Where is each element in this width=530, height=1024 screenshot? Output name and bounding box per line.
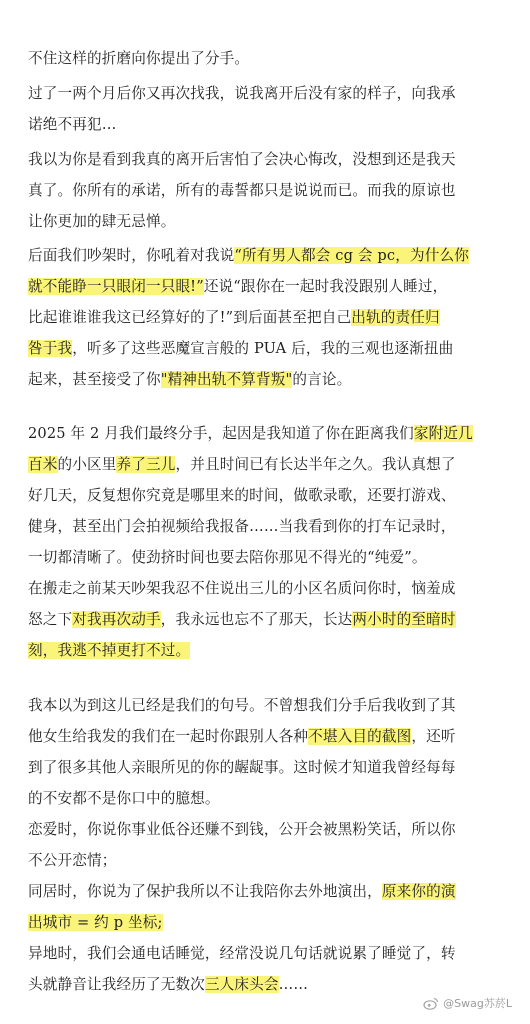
text-segment: 异地时，我们会通电话睡觉，经常没说几句话就说累了睡觉了，转 (28, 945, 456, 962)
text-segment: 在搬走之前某天吵架我忍不住说出三儿的小区名质问你时，恼羞成 (28, 580, 456, 597)
text-line (28, 178, 506, 204)
watermark-text: @Swag苏菸L (443, 997, 512, 1010)
text-segment: 头就静音让我经历了无数次 (28, 976, 205, 993)
text-segment: …… (278, 976, 309, 993)
highlighted-text: 三人床头会 (204, 976, 279, 993)
text-segment: 怒之下 (28, 611, 73, 628)
text-line (28, 724, 506, 750)
text-segment: ，还听 (411, 728, 456, 745)
weibo-icon (423, 996, 439, 1010)
highlighted-text: 出城市 = 约 p 坐标; (28, 914, 163, 931)
text-segment: 过了一两个月后你又再次找我，说我离开后没有家的样子，向我承 (28, 85, 456, 102)
text-segment: ，我永远也忘不了那天，长达 (160, 611, 353, 628)
text-segment: 的不安都不是你口中的臆想。 (28, 790, 220, 807)
weibo-watermark (423, 993, 512, 1013)
text-segment: 一切都清晰了。使劲挤时间也要去陪你那见不得光的“纯爱”。 (28, 549, 427, 566)
text-line (28, 81, 506, 107)
highlighted-text: 原来你的演 (381, 883, 456, 900)
text-segment: 我以为你是看到我真的离开后害怕了会决心悔改，没想到还是我天 (28, 151, 456, 168)
text-line (28, 147, 506, 173)
highlighted-text: 家附近几 (413, 425, 473, 442)
text-segment: 到了很多其他人亲眼所见的你的龌龊事。这时候才知道我曾经每每 (28, 759, 456, 776)
highlighted-text: "精神出轨不算背叛" (160, 371, 293, 388)
text-segment: 他女生给我发的我们在一起时你跟别人各种 (28, 728, 309, 745)
text-line (28, 848, 506, 874)
highlighted-text: 养了三儿 (116, 456, 176, 473)
text-line (28, 452, 506, 478)
text-line (28, 483, 506, 509)
text-segment: 好几天，反复想你究竟是哪里来的时间，做歌录歌，还要打游戏、 (28, 487, 456, 504)
highlighted-text: “所有男人都会 cg 会 pc，为什么你 (234, 247, 469, 264)
text-segment: 诺绝不再犯… (28, 116, 117, 133)
text-segment: 2025 年 2 月我们最终分手，起因是我知道了你在距离我们 (28, 425, 414, 442)
text-line (28, 545, 506, 571)
text-segment: 还说“跟你在一起时我没跟别人睡过， (203, 278, 448, 295)
text-line (28, 817, 506, 843)
text-line (28, 243, 506, 269)
text-line (28, 46, 506, 72)
text-segment: 的小区里 (57, 456, 117, 473)
text-line (28, 693, 506, 719)
text-line (28, 755, 506, 781)
text-segment: 起来，甚至接受了你 (28, 371, 161, 388)
highlighted-text: 就不能睁一只眼闭一只眼!” (28, 278, 204, 295)
text-line (28, 910, 506, 936)
text-line (28, 514, 506, 540)
text-segment: 让你更加的肆无忌惮。 (28, 213, 176, 230)
text-segment: 健身，甚至出门会拍视频给我报备……当我看到你的打车记录时， (28, 518, 456, 535)
text-segment: ，并且时间已有长达半年之久。我认真想了 (175, 456, 456, 473)
text-line (28, 638, 506, 664)
text-segment: 恋爱时，你说你事业低谷还赚不到钱，公开会被黑粉笑话，所以你 (28, 821, 456, 838)
highlighted-text: 对我再次动手 (72, 611, 161, 628)
highlighted-text: 不堪入目的截图 (308, 728, 412, 745)
highlighted-text: 刻，我逃不掉更打不过。 (28, 642, 191, 659)
text-segment: 后面我们吵架时，你吼着对我说 (28, 247, 235, 264)
text-segment: 比起谁谁谁我这已经算好的了!”到后面甚至把自己 (28, 309, 352, 326)
highlighted-text: 两小时的至暗时 (352, 611, 456, 628)
text-segment: 的言论。 (292, 371, 352, 388)
text-segment: 我本以为到这儿已经是我们的句号。不曾想我们分手后我收到了其 (28, 697, 456, 714)
text-line (28, 421, 506, 447)
text-line (28, 607, 506, 633)
text-line (28, 786, 506, 812)
text-line (28, 209, 506, 235)
text-segment: 真了。你所有的承诺，所有的毒誓都只是说说而已。而我的原谅也 (28, 182, 456, 199)
text-line (28, 941, 506, 967)
text-line (28, 336, 506, 362)
text-segment: 不住这样的折磨向你提出了分手。 (28, 50, 250, 67)
highlighted-text: 咎于我 (28, 340, 73, 357)
text-segment: 不公开恋情； (28, 852, 117, 869)
highlighted-text: 出轨的责任归 (351, 309, 440, 326)
text-line (28, 274, 506, 300)
text-segment: ，听多了这些恶魔宣言般的 PUA 后，我的三观也逐渐扭曲 (72, 340, 454, 357)
text-line (28, 367, 506, 393)
text-line (28, 112, 506, 138)
text-line (28, 576, 506, 602)
text-line (28, 879, 506, 905)
highlighted-text: 百米 (28, 456, 58, 473)
text-segment: 同居时，你说为了保护我所以不让我陪你去外地演出， (28, 883, 382, 900)
text-line (28, 305, 506, 331)
